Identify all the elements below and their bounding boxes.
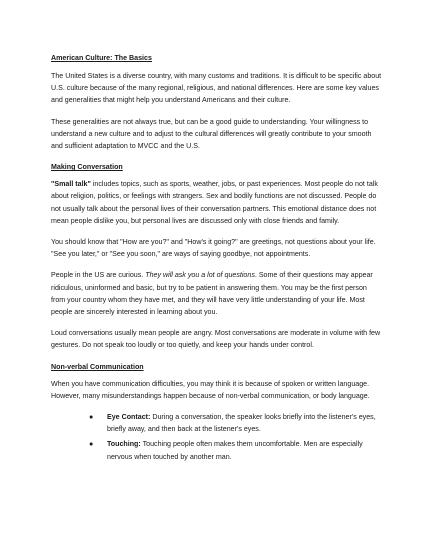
small-talk-paragraph [51, 178, 382, 227]
bullet-icon: ● [89, 440, 94, 449]
curiosity-paragraph [51, 269, 382, 318]
list-item-text: During a conversation, the speaker looks briefly into the listener's eyes, briefly away, and then back at the listener's eyes. [107, 413, 376, 434]
nonverbal-intro-paragraph: When you have communication difficulties, you may think it is because of spoken or written language. However, many misunderstandings happen because of non-verbal communication, or body language. [51, 379, 370, 400]
curiosity-text-b: . Some of their questions may appear ridiculous, uninformed and basic, but try to be patient in answering them. You may be the first person from your country whom they have met, and they will have very little understanding of your life. Most people are sincerely interested in learning about you. [51, 271, 373, 317]
list-item [89, 438, 382, 462]
list-item-text: Touching people often makes them uncomfortable. Men are especially nervous when touched by another man. [107, 440, 363, 461]
document-body [51, 52, 382, 463]
section-heading-nonverbal: Non-verbal Communication [51, 362, 144, 371]
curiosity-emphasis: They will ask you a lot of questions [145, 271, 255, 280]
bullet-icon: ● [89, 413, 94, 422]
intro-paragraph-2: These generalities are not always true, but can be a good guide to understanding. Your willingness to understand a new culture and to adjust to the cultural differences will greatly contribute to your smooth and sufficient adaptation to MVCC and the U.S. [51, 117, 372, 151]
list-item-term: Eye Contact: [107, 413, 151, 422]
nonverbal-list [51, 411, 382, 463]
list-item [89, 411, 382, 435]
loud-conversation-paragraph: Loud conversations usually mean people are angry. Most conversations are moderate in volume with few gestures. Do not speak too loudly or too quietly, and keep your hands under control. [51, 329, 381, 350]
document-title: American Culture: The Basics [51, 54, 152, 62]
greetings-paragraph: You should know that "How are you?" and "How's it going?" are greetings, not questions about your life. "See you later," or "See you soon," are ways of saying goodbye, not appointments. [51, 238, 376, 259]
small-talk-term: "Small talk" [51, 180, 91, 189]
list-item-term: Touching: [107, 440, 141, 449]
section-heading-conversation: Making Conversation [51, 163, 123, 172]
curiosity-text-a: People in the US are curious. [51, 271, 146, 280]
small-talk-text: includes topics, such as sports, weather, jobs, or past experiences. Most people do not talk about religion, politics, or feelings with strangers. Sex and bodily functions are not discussed. People do not usually talk about the personal lives of their conversation partners. This emotional distance does not mean people dislike you, but personal lives are discussed only with close friends and family. [51, 180, 378, 225]
intro-paragraph-1: The United States is a diverse country, with many customs and traditions. It is difficult to be specific about U.S. culture because of the many regional, religious, and national differences. Here are some key values and generalities that might help you understand Americans and their culture. [51, 72, 382, 105]
